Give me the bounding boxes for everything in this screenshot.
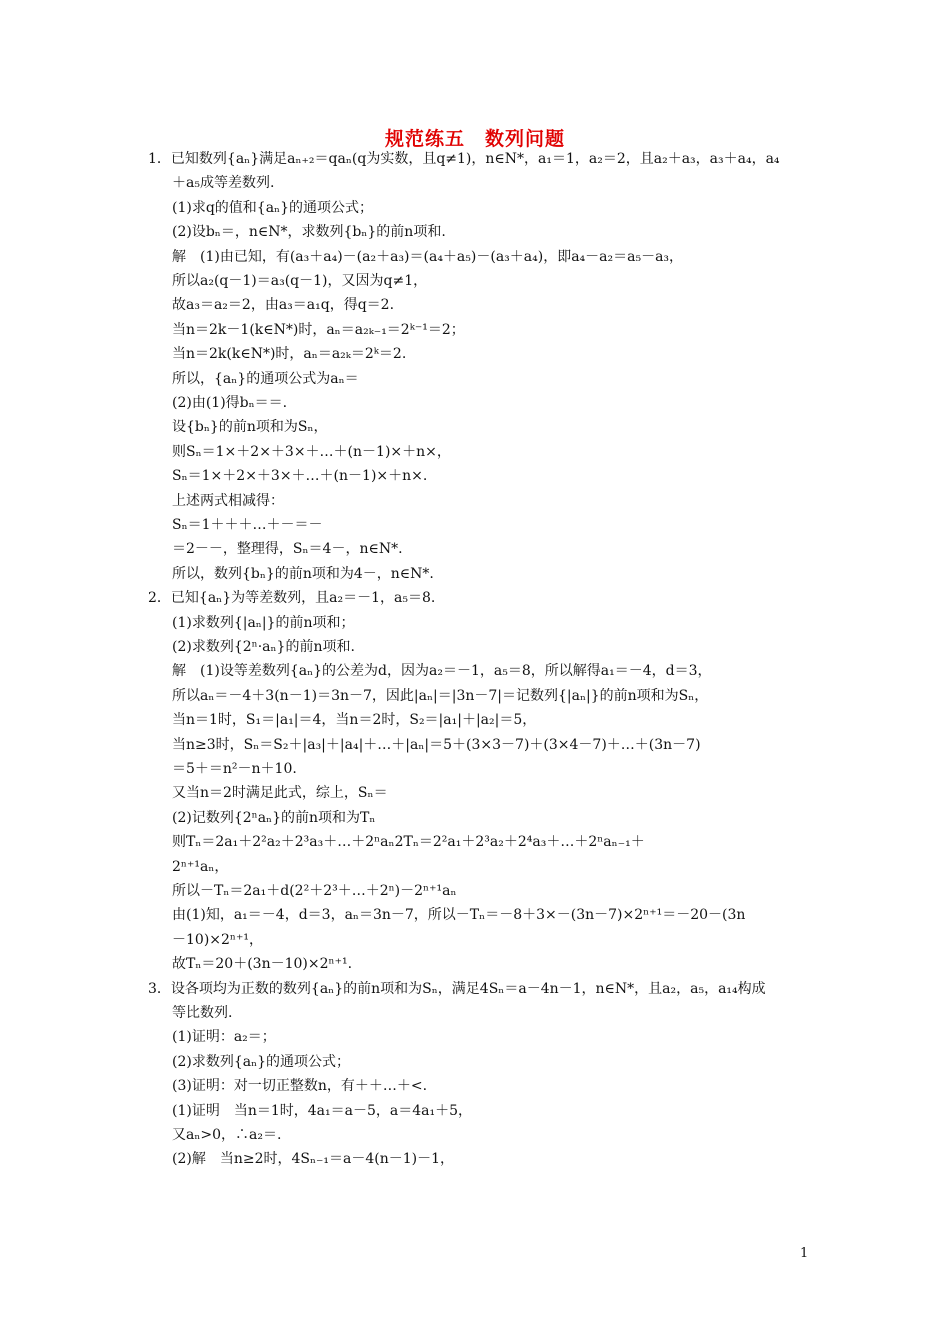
text-line: (2)设bₙ＝，n∈N*，求数列{bₙ}的前n项和. [172,224,446,240]
text-line: 当n＝2k－1(k∈N*)时，aₙ＝a₂ₖ₋₁＝2ᵏ⁻¹＝2； [172,322,465,338]
text-line: (2)解 当n≥2时，4Sₙ₋₁＝a－4(n－1)－1， [172,1151,455,1167]
text-line: (3)证明：对一切正整数n，有＋＋…＋<. [172,1078,428,1094]
text-line: (2)求数列{2ⁿ·aₙ}的前n项和. [172,639,355,655]
text-line: (2)求数列{aₙ}的通项公式； [172,1054,351,1070]
text-line: ＋a₅成等差数列. [172,175,275,191]
text-line: 解 (1)设等差数列{aₙ}的公差为d，因为a₂＝－1，a₅＝8，所以解得a₁＝－4，d＝3， [172,663,712,679]
text-line: (1)求q的值和{aₙ}的通项公式； [172,200,374,216]
text-line: 故Tₙ＝20＋(3n－10)×2ⁿ⁺¹. [172,956,353,972]
text-line: 所以aₙ＝－4＋3(n－1)＝3n－7，因此|aₙ|＝|3n－7|＝记数列{|aₙ|}的前n项和为Sₙ， [172,688,709,704]
text-line: 所以，{aₙ}的通项公式为aₙ＝ [172,371,359,387]
text-line: 故a₃＝a₂＝2，由a₃＝a₁q，得q＝2. [172,297,395,313]
text-line: (1)求数列{|aₙ|}的前n项和； [172,615,355,631]
text-line: 又aₙ>0，∴a₂＝. [172,1127,282,1143]
text-line: (2)由(1)得bₙ＝＝. [172,395,288,411]
text-line: 2．已知{aₙ}为等差数列，且a₂＝－1，a₅＝8. [148,590,436,606]
text-line: 上述两式相减得： [172,493,284,509]
page-number: 1 [800,1246,809,1261]
page-title: 规范练五 数列问题 [384,128,565,150]
text-line: 等比数列. [172,1005,233,1021]
text-line: 当n≥3时，Sₙ＝S₂＋|a₃|＋|a₄|＋…＋|aₙ|＝5＋(3×3－7)＋(3×4－7)＋…＋(3n－7) [172,737,701,753]
text-line: 则Tₙ＝2a₁＋2²a₂＋2³a₃＋…＋2ⁿaₙ2Tₙ＝2²a₁＋2³a₂＋2⁴a₃＋…＋2ⁿaₙ₋₁＋ [172,834,645,850]
text-line: －10)×2ⁿ⁺¹， [172,932,263,948]
text-line: (1)证明：a₂＝； [172,1029,276,1045]
text-line: 当n＝1时，S₁＝|a₁|＝4，当n＝2时，S₂＝|a₁|＋|a₂|＝5， [172,712,537,728]
text-line: 设{bₙ}的前n项和为Sₙ， [172,419,328,435]
text-line: ＝2－－，整理得，Sₙ＝4－，n∈N*. [172,541,403,557]
text-line: (2)记数列{2ⁿaₙ}的前n项和为Tₙ [172,810,376,826]
text-line: 则Sₙ＝1×＋2×＋3×＋…＋(n－1)×＋n×， [172,444,451,460]
text-line: 解 (1)由已知，有(a₃＋a₄)－(a₂＋a₃)＝(a₄＋a₅)－(a₃＋a₄)，即a₄－a₂＝a₅－a₃， [172,249,684,265]
text-line: 由(1)知，a₁＝－4，d＝3，aₙ＝3n－7，所以－Tₙ＝－8＋3×－(3n－7)×2ⁿ⁺¹＝－20－(3n [172,907,746,923]
text-line: 2ⁿ⁺¹aₙ， [172,859,229,875]
text-line: ＝5＋＝n²－n＋10. [172,761,297,777]
text-line: (1)证明 当n＝1时，4a₁＝a－5，a＝4a₁＋5， [172,1103,472,1119]
text-line: 所以a₂(q－1)＝a₃(q－1)，又因为q≠1， [172,273,428,289]
text-line: 所以，数列{bₙ}的前n项和为4－，n∈N*. [172,566,434,582]
text-line: 又当n＝2时满足此式，综上，Sₙ＝ [172,785,388,801]
text-line: Sₙ＝1×＋2×＋3×＋…＋(n－1)×＋n×. [172,468,428,484]
text-line: Sₙ＝1＋＋＋…＋－＝－ [172,517,323,533]
text-line: 所以－Tₙ＝2a₁＋d(2²＋2³＋…＋2ⁿ)－2ⁿ⁺¹aₙ [172,883,457,899]
text-line: 当n＝2k(k∈N*)时，aₙ＝a₂ₖ＝2ᵏ＝2. [172,346,407,362]
text-line: 1．已知数列{aₙ}满足aₙ₊₂＝qaₙ(q为实数，且q≠1)，n∈N*，a₁＝1，a₂＝2，且a₂＋a₃，a₃＋a₄，a₄ [148,151,780,167]
text-line: 3．设各项均为正数的数列{aₙ}的前n项和为Sₙ，满足4Sₙ＝a－4n－1，n∈N*，且a₂，a₅，a₁₄构成 [148,981,766,997]
